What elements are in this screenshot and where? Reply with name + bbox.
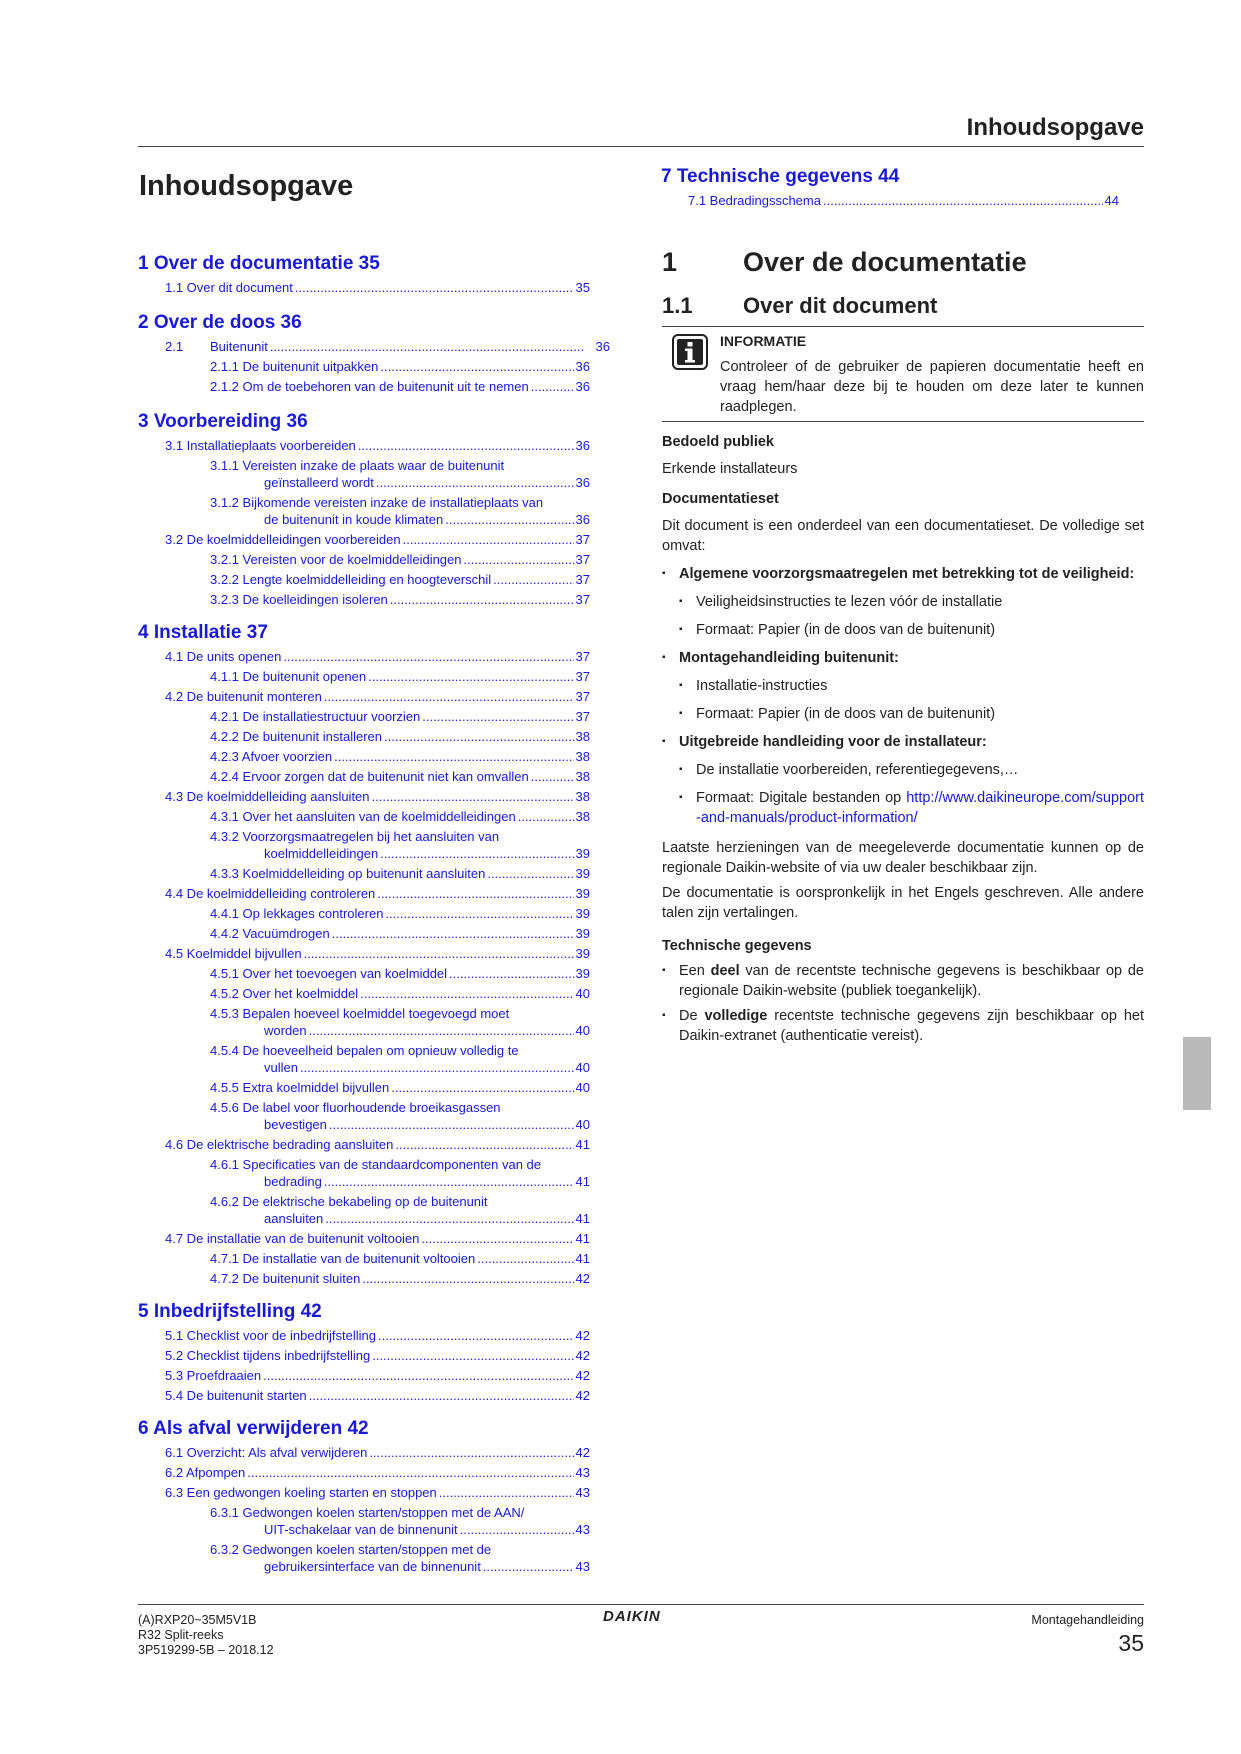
list-item-format-paper-2: ▪ Formaat: Papier (in de doos van de buitenunit) [662, 704, 1144, 724]
section-number: 1 [662, 247, 678, 277]
toc-entry-5-3[interactable]: 5.3 Proefdraaien ..... 42 [165, 1367, 590, 1384]
toc-entry-4-6[interactable]: 4.6 De elektrische bedrading aansluiten ..... 41 [165, 1136, 590, 1153]
toc-entry-4-4-1[interactable]: 4.4.1 Op lekkages controleren ..... 39 [210, 905, 590, 922]
daikin-logo: DAIKIN [603, 1608, 661, 1625]
section-heading [662, 247, 1144, 277]
toc-entry-6-1[interactable]: 6.1 Overzicht: Als afval verwijderen ..... 42 [165, 1444, 590, 1461]
toc-entry-3-1-2[interactable]: 3.1.2 Bijkomende vereisten inzake de installatieplaats van de buitenunit in koude klimaten ..... 36 [210, 494, 590, 528]
toc-entry-4-5-1[interactable]: 4.5.1 Over het toevoegen van koelmiddel ..... 39 [210, 965, 590, 982]
docset-heading: Documentatieset [662, 491, 779, 507]
list-item-general-safety: ▪ Algemene voorzorgsmaatregelen met betrekking tot de veiligheid: [662, 564, 1144, 584]
toc-entry-4-6-2[interactable]: 4.6.2 De elektrische bekabeling op de buitenunit aansluiten ..... 41 [210, 1193, 590, 1227]
toc-list-continued [661, 165, 1119, 209]
info-box [662, 326, 1144, 422]
toc-entry-4-2-3[interactable]: 4.2.3 Afvoer voorzien ..... 38 [210, 748, 590, 765]
toc-entry-6-3-2[interactable]: 6.3.2 Gedwongen koelen starten/stoppen met de gebruikersinterface van de binnenunit ..... 43 [210, 1541, 590, 1575]
toc-entry-4-2-1[interactable]: 4.2.1 De installatiestructuur voorzien ..... 37 [210, 708, 590, 725]
audience-heading: Bedoeld publiek [662, 434, 774, 450]
toc-heading: Inhoudsopgave [139, 170, 354, 202]
list-item-installation-manual: ▪ Montagehandleiding buitenunit: [662, 648, 1144, 668]
info-text: Controleer of de gebruiker de papieren documentatie heeft en vraag hem/haar deze bij te houden om deze later te kunnen raadplegen. [720, 359, 1144, 415]
list-item-format-paper-1: ▪ Formaat: Papier (in de doos van de buitenunit) [662, 620, 1144, 640]
toc-chapter-5[interactable]: 5 Inbedrijfstelling 42 [138, 1301, 322, 1322]
toc-entry-3-1-1[interactable]: 3.1.1 Vereisten inzake de plaats waar de buitenunit geïnstalleerd wordt ..... 36 [210, 457, 590, 491]
tech-data-heading: Technische gegevens [662, 938, 812, 954]
section-title: Over de documentatie [743, 247, 1027, 277]
list-item-installation-instructions: ▪ Installatie-instructies [662, 676, 1144, 696]
toc-entry-2-1-1[interactable]: 2.1.1 De buitenunit uitpakken ..... 36 [210, 358, 590, 375]
toc-entry-4-3-3[interactable]: 4.3.3 Koelmiddelleiding op buitenunit aansluiten ..... 39 [210, 865, 590, 882]
toc-entry-4-3-2[interactable]: 4.3.2 Voorzorgsmaatregelen bij het aansluiten van koelmiddelleidingen ..... 39 [210, 828, 590, 862]
revisions-text: Laatste herzieningen van de meegeleverde documentatie kunnen op de regionale Daikin-website of via uw dealer beschikbaar zijn. [662, 840, 1144, 876]
toc-entry-4-7-2[interactable]: 4.7.2 De buitenunit sluiten ..... 42 [210, 1270, 590, 1287]
toc-entry-3-2-2[interactable]: 3.2.2 Lengte koelmiddelleiding en hoogteverschil ..... 37 [210, 571, 590, 588]
toc-chapter-2[interactable]: 2 Over de doos 36 [138, 312, 302, 333]
section-content [662, 247, 1144, 1046]
toc-chapter-1[interactable]: 1 Over de documentatie 35 [138, 253, 380, 274]
footer-model: (A)RXP20~35M5V1B [138, 1613, 257, 1627]
toc-chapter-6[interactable]: 6 Als afval verwijderen 42 [138, 1418, 369, 1439]
footer-rule [138, 1604, 1144, 1605]
toc-list [138, 252, 610, 1575]
toc-entry-4-5-6[interactable]: 4.5.6 De label voor fluorhoudende broeikasgassen bevestigen ..... 40 [210, 1099, 590, 1133]
toc-entry-6-3[interactable]: 6.3 Een gedwongen koeling starten en stoppen ..... 43 [165, 1484, 590, 1501]
subsection-heading [662, 293, 1144, 318]
list-item-tech-data-extranet: ▪ De volledige recentste technische gegevens zijn beschikbaar op het Daikin-extranet (authenticatie vereist). [662, 1006, 1144, 1046]
footer-document-info [138, 1613, 274, 1658]
original-language-text: De documentatie is oorspronkelijk in het Engels geschreven. Alle andere talen zijn vertalingen. [662, 885, 1144, 921]
header-rule [138, 146, 1144, 147]
toc-entry-5-2[interactable]: 5.2 Checklist tijdens inbedrijfstelling ..... 42 [165, 1347, 590, 1364]
toc-entry-1-1[interactable]: 1.1 Over dit document ..... 35 [165, 279, 590, 296]
info-icon [662, 331, 720, 417]
toc-entry-3-2[interactable]: 3.2 De koelmiddelleidingen voorbereiden ..... 37 [165, 531, 590, 548]
list-item-prepare-installation: ▪ De installatie voorbereiden, referentiegegevens,… [662, 760, 1144, 780]
toc-chapter-3[interactable]: 3 Voorbereiding 36 [138, 411, 308, 432]
subsection-number: 1.1 [662, 293, 693, 318]
footer-manual-type: Montagehandleiding [1031, 1613, 1144, 1627]
toc-chapter-4[interactable]: 4 Installatie 37 [138, 622, 268, 643]
toc-entry-4-7[interactable]: 4.7 De installatie van de buitenunit voltooien ..... 41 [165, 1230, 590, 1247]
list-item-safety-instructions: ▪ Veiligheidsinstructies te lezen vóór de installatie [662, 592, 1144, 612]
toc-entry-2-1-2[interactable]: 2.1.2 Om de toebehoren van de buitenunit uit te nemen ..... 36 [210, 378, 590, 395]
toc-entry-5-1[interactable]: 5.1 Checklist voor de inbedrijfstelling ..... 42 [165, 1327, 590, 1344]
list-item-tech-data-public: ▪ Een deel van de recentste technische gegevens is beschikbaar op de regionale Daikin-website (publiek toegankelijk). [662, 961, 1144, 1001]
toc-entry-5-4[interactable]: 5.4 De buitenunit starten ..... 42 [165, 1387, 590, 1404]
list-item-format-digital: ▪ Formaat: Digitale bestanden op http://www.daikineurope.com/support-and-manuals/product-information/ [662, 788, 1144, 828]
toc-entry-4-2[interactable]: 4.2 De buitenunit monteren ..... 37 [165, 688, 590, 705]
toc-entry-6-3-1[interactable]: 6.3.1 Gedwongen koelen starten/stoppen met de AAN/ UIT-schakelaar van de binnenunit ..... 43 [210, 1504, 590, 1538]
chapter-side-tab [1183, 1037, 1211, 1110]
toc-entry-6-2[interactable]: 6.2 Afpompen ..... 43 [165, 1464, 590, 1481]
toc-entry-4-5-5[interactable]: 4.5.5 Extra koelmiddel bijvullen ..... 40 [210, 1079, 590, 1096]
toc-entry-4-7-1[interactable]: 4.7.1 De installatie van de buitenunit voltooien ..... 41 [210, 1250, 590, 1267]
toc-entry-4-4[interactable]: 4.4 De koelmiddelleiding controleren ..... 39 [165, 885, 590, 902]
toc-entry-3-2-3[interactable]: 3.2.3 De koelleidingen isoleren ..... 37 [210, 591, 590, 608]
toc-entry-4-1[interactable]: 4.1 De units openen ..... 37 [165, 648, 590, 665]
footer-code: 3P519299-5B – 2018.12 [138, 1643, 274, 1657]
toc-entry-4-1-1[interactable]: 4.1.1 De buitenunit openen ..... 37 [210, 668, 590, 685]
info-label: INFORMATIE [720, 333, 807, 349]
toc-entry-3-2-1[interactable]: 3.2.1 Vereisten voor de koelmiddelleidingen ..... 37 [210, 551, 590, 568]
docset-text: Dit document is een onderdeel van een documentatieset. De volledige set omvat: [662, 518, 1144, 554]
toc-entry-4-5-3[interactable]: 4.5.3 Bepalen hoeveel koelmiddel toegevoegd moet worden ..... 40 [210, 1005, 590, 1039]
toc-entry-7-1[interactable]: 7.1 Bedradingsschema ..... 44 [688, 192, 1119, 209]
toc-entry-4-5-4[interactable]: 4.5.4 De hoeveelheid bepalen om opnieuw volledig te vullen ..... 40 [210, 1042, 590, 1076]
audience-text: Erkende installateurs [662, 461, 798, 477]
toc-entry-4-5-2[interactable]: 4.5.2 Over het koelmiddel ..... 40 [210, 985, 590, 1002]
footer-series: R32 Split-reeks [138, 1628, 224, 1642]
page-number: 35 [1118, 1630, 1144, 1656]
toc-entry-4-5[interactable]: 4.5 Koelmiddel bijvullen ..... 39 [165, 945, 590, 962]
toc-entry-4-4-2[interactable]: 4.4.2 Vacuümdrogen ..... 39 [210, 925, 590, 942]
subsection-title: Over dit document [743, 293, 938, 318]
toc-entry-4-2-4[interactable]: 4.2.4 Ervoor zorgen dat de buitenunit niet kan omvallen ..... 38 [210, 768, 590, 785]
list-item-installer-reference: ▪ Uitgebreide handleiding voor de installateur: [662, 732, 1144, 752]
toc-entry-2-1[interactable]: 2.1 Buitenunit ..... 36 [165, 338, 610, 355]
toc-entry-4-2-2[interactable]: 4.2.2 De buitenunit installeren ..... 38 [210, 728, 590, 745]
toc-entry-4-6-1[interactable]: 4.6.1 Specificaties van de standaardcomponenten van de bedrading ..... 41 [210, 1156, 590, 1190]
toc-chapter-7[interactable]: 7 Technische gegevens 44 [661, 166, 900, 187]
toc-entry-4-3-1[interactable]: 4.3.1 Over het aansluiten van de koelmiddelleidingen ..... 38 [210, 808, 590, 825]
page-header-title: Inhoudsopgave [966, 114, 1144, 141]
daikin-website-link[interactable]: http://www.daikineurope.com/support-and-manuals/product-information/ [696, 790, 1144, 826]
toc-entry-3-1[interactable]: 3.1 Installatieplaats voorbereiden ..... 36 [165, 437, 590, 454]
toc-entry-4-3[interactable]: 4.3 De koelmiddelleiding aansluiten ..... 38 [165, 788, 590, 805]
